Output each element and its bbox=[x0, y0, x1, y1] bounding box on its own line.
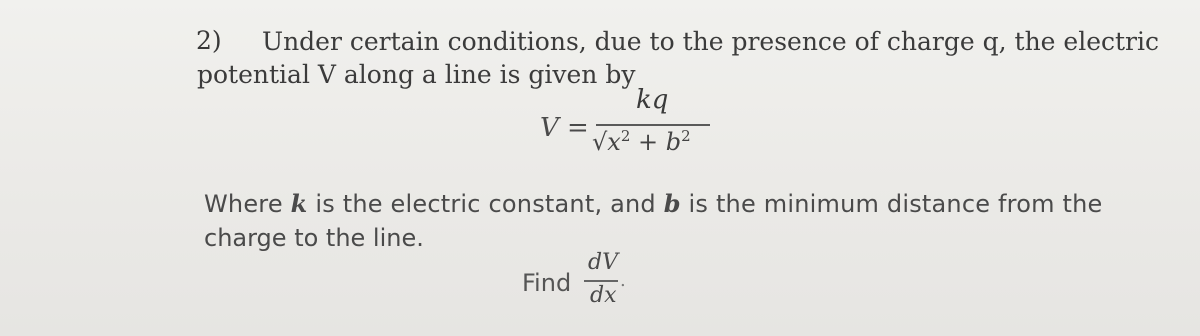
explanation-end: is the minimum distance from the bbox=[688, 190, 1103, 218]
den-b: b bbox=[665, 128, 682, 156]
formula-denominator bbox=[592, 127, 691, 156]
den-plus: + bbox=[630, 128, 666, 156]
explanation-mid: is the electric constant, and bbox=[315, 190, 656, 218]
explanation-line-1 bbox=[204, 189, 1102, 218]
question-text-line-2: potential V along a line is given by bbox=[197, 60, 636, 89]
var-k: k bbox=[290, 189, 308, 218]
find-label: Find bbox=[522, 269, 572, 297]
fraction-bar bbox=[596, 124, 710, 126]
den-x: x bbox=[607, 128, 621, 156]
explanation-line-2: charge to the line. bbox=[204, 224, 424, 252]
den-exponent-1: 2 bbox=[620, 127, 631, 145]
where-word: Where bbox=[204, 190, 283, 218]
formula-lhs: V = bbox=[540, 113, 589, 143]
square-root-symbol: √ bbox=[592, 128, 608, 156]
var-b: b bbox=[663, 189, 681, 218]
formula-numerator: kq bbox=[636, 85, 669, 115]
derivative-bar bbox=[584, 280, 618, 282]
question-number: 2) bbox=[196, 26, 222, 55]
question-text-line-1: Under certain conditions, due to the presence of charge q, the electric bbox=[262, 27, 1159, 56]
derivative-numerator: dV bbox=[588, 250, 618, 275]
derivative-period: . bbox=[620, 270, 626, 291]
den-exponent-2: 2 bbox=[681, 127, 691, 145]
derivative-denominator: dx bbox=[590, 283, 617, 308]
